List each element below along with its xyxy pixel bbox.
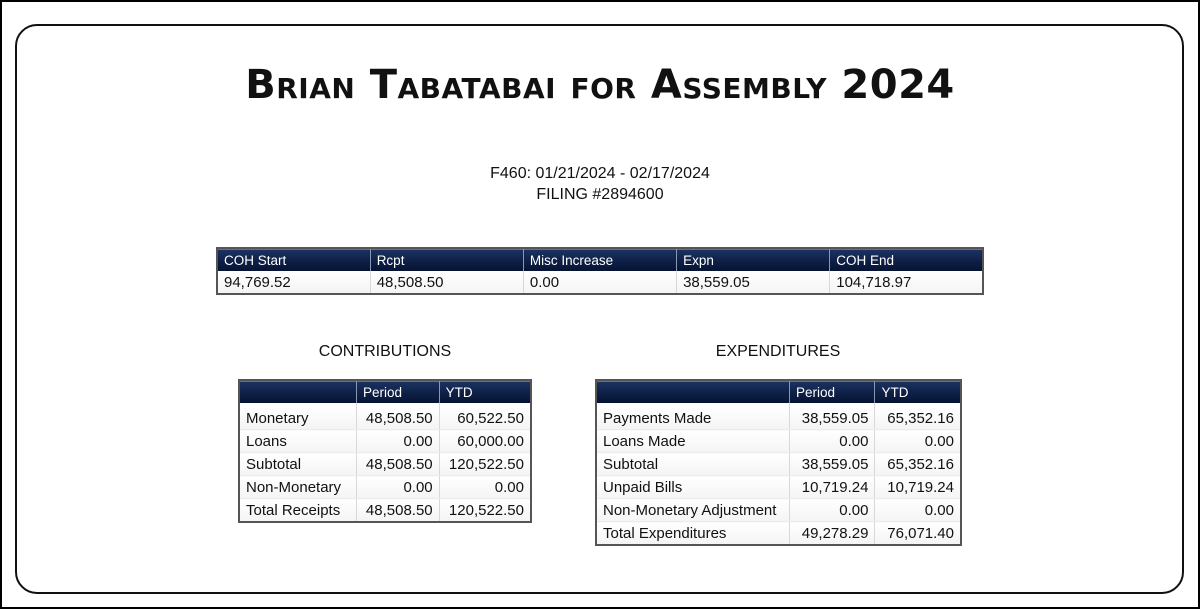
row-period: 48,508.50: [357, 499, 440, 523]
table-row: [596, 499, 961, 522]
table-row: [239, 453, 531, 476]
table-row: [596, 407, 961, 430]
summary-header-row: [217, 248, 983, 271]
row-period: 48,508.50: [357, 453, 440, 476]
row-label: Payments Made: [596, 407, 790, 430]
filing-period: F460: 01/21/2024 - 02/17/2024: [490, 165, 710, 182]
page-title: Brian Tabatabai for Assembly 2024: [245, 62, 955, 108]
row-ytd: 10,719.24: [875, 476, 961, 499]
table-row: [596, 476, 961, 499]
row-period: 38,559.05: [790, 407, 875, 430]
header-period: Period: [357, 380, 440, 403]
summary-table: [216, 247, 984, 295]
table-row: [239, 499, 531, 523]
row-ytd: 60,000.00: [439, 430, 531, 453]
table-row: [239, 430, 531, 453]
row-period: 49,278.29: [790, 522, 875, 546]
value-coh-end: 104,718.97: [830, 271, 983, 294]
row-ytd: 65,352.16: [875, 407, 961, 430]
row-ytd: 120,522.50: [439, 453, 531, 476]
row-label: Subtotal: [239, 453, 357, 476]
row-label: Non-Monetary Adjustment: [596, 499, 790, 522]
row-label: Loans Made: [596, 430, 790, 453]
row-label: Total Receipts: [239, 499, 357, 523]
value-misc-increase: 0.00: [523, 271, 676, 294]
contributions-table: [238, 379, 532, 523]
summary-value-row: [217, 271, 983, 294]
header-ytd: YTD: [439, 380, 531, 403]
contributions-header-row: [239, 380, 531, 403]
expenditures-header-row: [596, 380, 961, 403]
table-row: [596, 453, 961, 476]
header-ytd: YTD: [875, 380, 961, 403]
filing-info: [0, 163, 1200, 205]
header-period: Period: [790, 380, 875, 403]
expenditures-table: [595, 379, 962, 546]
header-label: [596, 380, 790, 403]
row-ytd: 60,522.50: [439, 407, 531, 430]
row-label: Monetary: [239, 407, 357, 430]
row-period: 0.00: [357, 430, 440, 453]
row-ytd: 76,071.40: [875, 522, 961, 546]
row-label: Unpaid Bills: [596, 476, 790, 499]
row-ytd: 0.00: [875, 499, 961, 522]
row-period: 48,508.50: [357, 407, 440, 430]
filing-number: FILING #2894600: [536, 186, 664, 203]
table-row: [239, 407, 531, 430]
row-period: 10,719.24: [790, 476, 875, 499]
row-period: 0.00: [790, 430, 875, 453]
header-label: [239, 380, 357, 403]
row-label: Subtotal: [596, 453, 790, 476]
row-ytd: 0.00: [875, 430, 961, 453]
row-ytd: 120,522.50: [439, 499, 531, 523]
contributions-title: CONTRIBUTIONS: [318, 343, 452, 360]
row-ytd: 65,352.16: [875, 453, 961, 476]
row-label: Non-Monetary: [239, 476, 357, 499]
row-period: 0.00: [357, 476, 440, 499]
row-period: 0.00: [790, 499, 875, 522]
table-row: [596, 430, 961, 453]
row-ytd: 0.00: [439, 476, 531, 499]
header-misc-increase: Misc Increase: [523, 248, 676, 271]
row-label: Loans: [239, 430, 357, 453]
table-row: [596, 522, 961, 546]
value-rcpt: 48,508.50: [370, 271, 523, 294]
header-coh-end: COH End: [830, 248, 983, 271]
expenditures-title: EXPENDITURES: [715, 343, 841, 360]
row-label: Total Expenditures: [596, 522, 790, 546]
row-period: 38,559.05: [790, 453, 875, 476]
table-row: [239, 476, 531, 499]
value-expn: 38,559.05: [677, 271, 830, 294]
value-coh-start: 94,769.52: [217, 271, 370, 294]
header-rcpt: Rcpt: [370, 248, 523, 271]
header-expn: Expn: [677, 248, 830, 271]
header-coh-start: COH Start: [217, 248, 370, 271]
